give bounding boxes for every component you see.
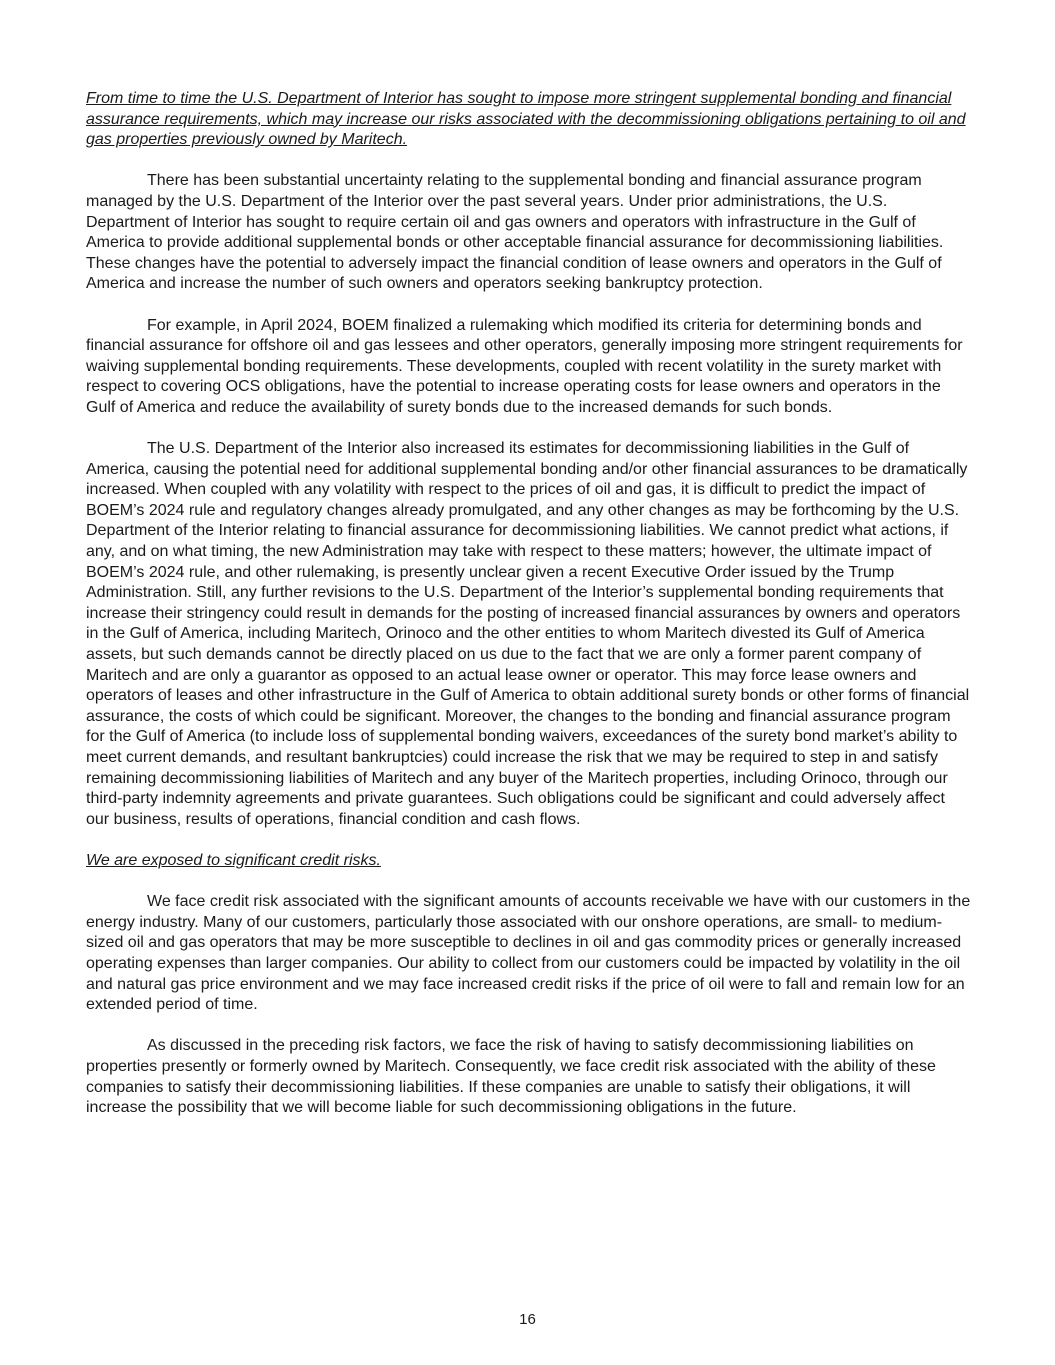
section-heading-credit-risk: We are exposed to significant credit risks. bbox=[86, 851, 381, 869]
document-body bbox=[86, 89, 972, 1119]
section-heading-bonding: From time to time the U.S. Department of Interior has sought to impose more stringent supplemental bonding and financial assurance requirements, which may increase our risks associated with the decommissioning obligations pertaining to oil and gas properties previously owned by Maritech. bbox=[86, 90, 966, 149]
paragraph-bonding-uncertainty: There has been substantial uncertainty relating to the supplemental bonding and financial assurance program managed by the U.S. Department of the Interior over the past several years. Under prior administrations, the U.S. Department of Interior has sought to require certain oil and gas owners and operators with infrastructure in the Gulf of America to provide additional supplemental bonds or other acceptable financial assurance for decommissioning liabilities. These changes have the potential to adversely impact the financial condition of lease owners and operators in the Gulf of America and increase the number of such owners and operators seeking bankruptcy protection. bbox=[86, 172, 944, 293]
paragraph-boem-rulemaking: For example, in April 2024, BOEM finalized a rulemaking which modified its criteria for determining bonds and financial assurance for offshore oil and gas lessees and other operators, generally imposing more stringent requirements for waiving supplemental bonding requirements. These developments, coupled with recent volatility in the surety market with respect to covering OCS obligations, have the potential to increase operating costs for lease owners and operators in the Gulf of America and reduce the availability of surety bonds due to the increased demands for such bonds. bbox=[86, 316, 963, 416]
paragraph-decommissioning-estimates: The U.S. Department of the Interior also increased its estimates for decommissioning liabilities in the Gulf of America, causing the potential need for additional supplemental bonding and/or other financial assurances to be dramatically increased. When coupled with any volatility with respect to the prices of oil and gas, it is difficult to predict the impact of BOEM’s 2024 rule and regulatory changes already promulgated, and any other changes as may be forthcoming by the U.S. Department of the Interior relating to financial assurance for decommissioning liabilities. We cannot predict what actions, if any, and on what timing, the new Administration may take with respect to these matters; however, the ultimate impact of BOEM’s 2024 rule, and other rulemaking, is presently unclear given a recent Executive Order issued by the Trump Administration. Still, any further revisions to the U.S. Department of the Interior’s supplemental bonding requirements that increase their stringency could result in demands for the posting of increased financial assurances by owners and operators in the Gulf of America, including Maritech, Orinoco and the other entities to whom Maritech divested its Gulf of America assets, but such demands cannot be directly placed on us due to the fact that we are only a former parent company of Maritech and are only a guarantor as opposed to an actual lease owner or operator. This may force lease owners and operators of leases and other infrastructure in the Gulf of America to obtain additional surety bonds or other forms of financial assurance, the costs of which could be significant. Moreover, the changes to the bonding and financial assurance program for the Gulf of America (to include loss of supplemental bonding waivers, exceedances of the surety bond market’s ability to meet current demands, and resultant bankruptcies) could increase the risk that we may be required to step in and satisfy remaining decommissioning liabilities of Maritech and any buyer of the Maritech properties, including Orinoco, through our third-party indemnity agreements and private guarantees. Such obligations could be significant and could adversely affect our business, results of operations, financial condition and cash flows. bbox=[86, 440, 970, 828]
paragraph-maritech-credit: As discussed in the preceding risk factors, we face the risk of having to satisfy decommissioning liabilities on properties presently or formerly owned by Maritech. Consequently, we face credit risk associated with the ability of these companies to satisfy their decommissioning liabilities. If these companies are unable to satisfy their obligations, it will increase the possibility that we will become liable for such decommissioning obligations in the future. bbox=[86, 1037, 936, 1117]
page-number: 16 bbox=[519, 1311, 536, 1328]
paragraph-accounts-receivable: We face credit risk associated with the significant amounts of accounts receivable we have with our customers in the energy industry. Many of our customers, particularly those associated with our onshore operations, are small- to medium-sized oil and gas operators that may be more susceptible to declines in oil and gas commodity prices or generally increased operating expenses than larger companies. Our ability to collect from our customers could be impacted by volatility in the oil and natural gas price environment and we may face increased credit risks if the price of oil were to fall and remain low for an extended period of time. bbox=[86, 893, 971, 1014]
